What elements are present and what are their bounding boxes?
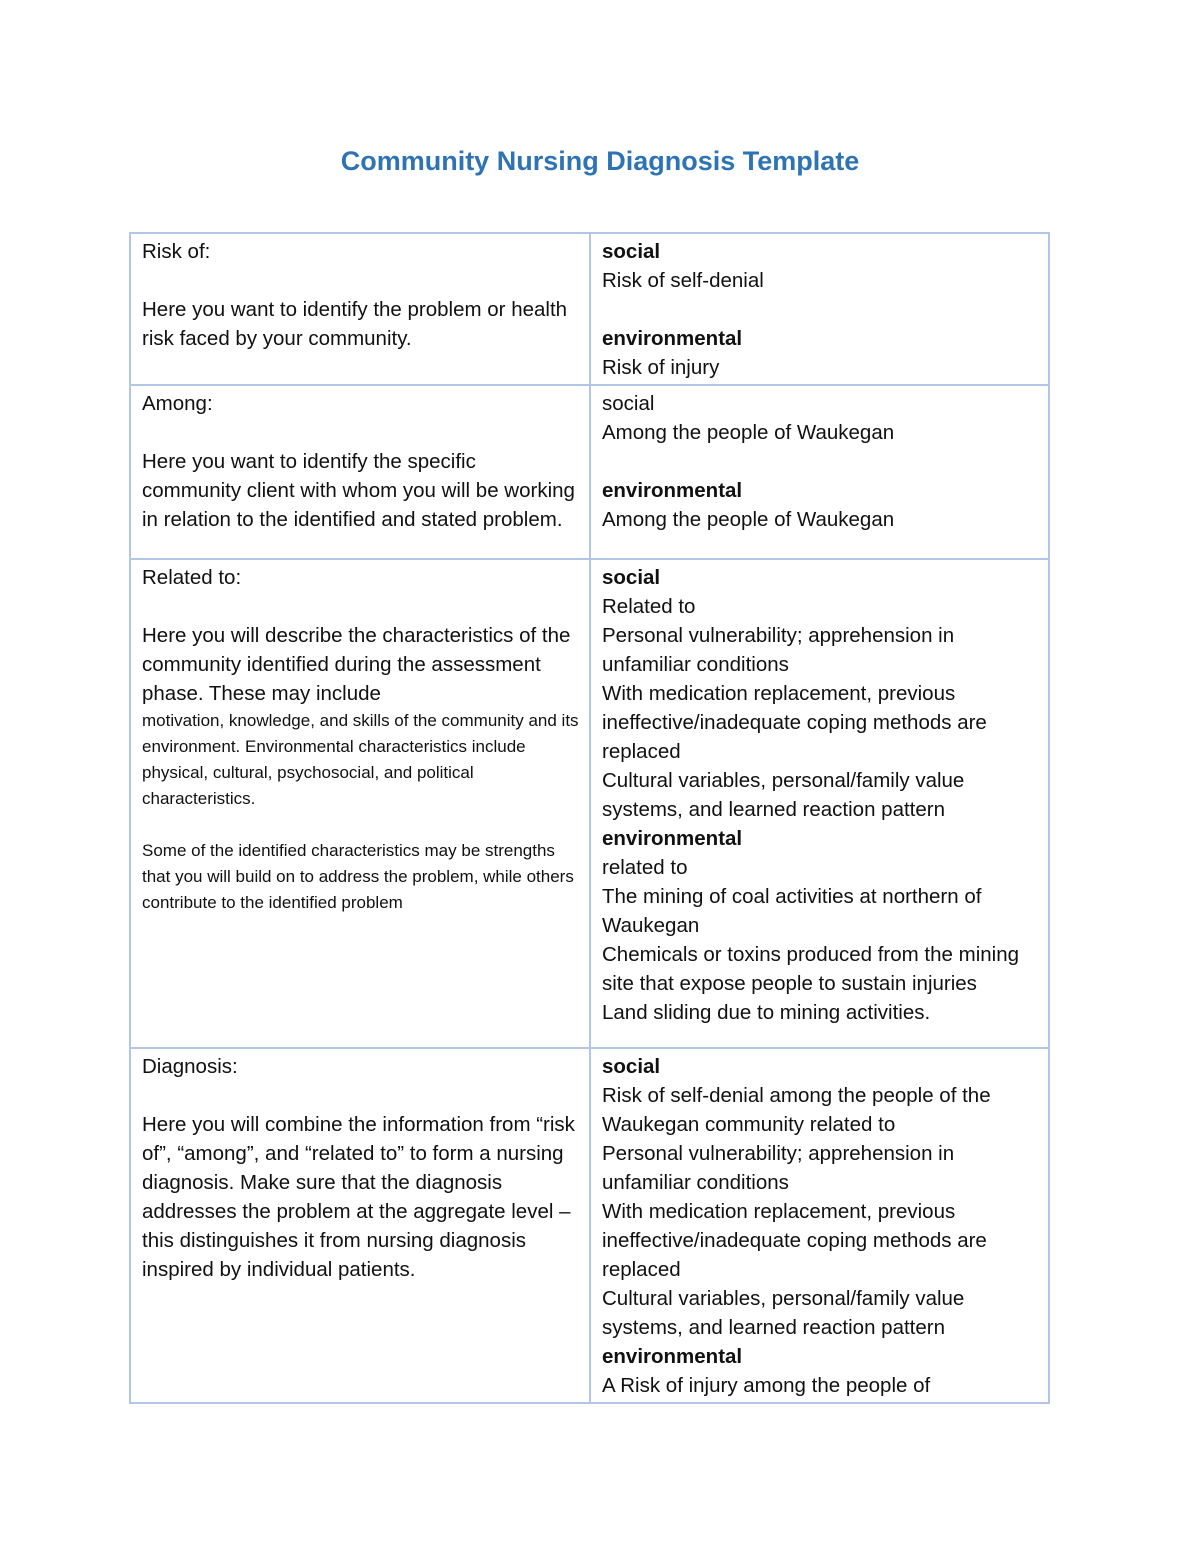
related-social-line: Personal vulnerability; apprehension in unfamiliar conditions <box>602 624 955 676</box>
among-environmental-text: Among the people of Waukegan <box>602 508 895 531</box>
related-social-line: With medication replacement, previous ineffective/inadequate coping methods are replaced <box>602 682 987 763</box>
related-environmental-line: related to <box>602 856 688 879</box>
risk-social-text: Risk of self-denial <box>602 269 764 292</box>
related-social-heading: social <box>602 566 661 589</box>
risk-of-instruction: Here you want to identify the problem or health risk faced by your community. <box>142 298 568 350</box>
among-social-text: Among the people of Waukegan <box>602 421 895 444</box>
among-instruction: Here you want to identify the specific community client with whom you will be working in relation to the identified and stated problem. <box>142 450 575 531</box>
among-environmental-heading: environmental <box>602 479 743 502</box>
diagnosis-environmental-line: A Risk of injury among the people of <box>602 1374 931 1397</box>
diagnosis-environmental-heading: environmental <box>602 1345 743 1368</box>
diagnosis-social-line: Personal vulnerability; apprehension in unfamiliar conditions <box>602 1142 955 1194</box>
diagnosis-social-line: Cultural variables, personal/family value systems, and learned reaction pattern <box>602 1287 965 1339</box>
diagnosis-social-line: With medication replacement, previous ineffective/inadequate coping methods are replaced <box>602 1200 987 1281</box>
risk-of-label: Risk of: <box>142 240 211 263</box>
related-to-instruction: Here you will describe the characteristics of the community identified during the assessment phase. These may include <box>142 624 571 705</box>
table-row-risk-of <box>130 233 1049 385</box>
related-environmental-heading: environmental <box>602 827 743 850</box>
diagnosis-template-table <box>129 232 1050 1404</box>
related-social-line: Related to <box>602 595 696 618</box>
among-social-heading: social <box>602 392 655 415</box>
among-answer-cell <box>590 385 1049 559</box>
diagnosis-answer-cell <box>590 1048 1049 1403</box>
related-to-instruction-note: Some of the identified characteristics may be strengths that you will build on to address the problem, while others contribute to the identified problem <box>142 841 574 912</box>
related-to-answer-cell <box>590 559 1049 1048</box>
risk-of-prompt-cell <box>130 233 590 385</box>
related-environmental-line: Chemicals or toxins produced from the mining site that expose people to sustain injuries <box>602 943 1020 995</box>
related-environmental-line: The mining of coal activities at northern of Waukegan <box>602 885 982 937</box>
table-row-among <box>130 385 1049 559</box>
among-label: Among: <box>142 392 213 415</box>
risk-of-answer-cell <box>590 233 1049 385</box>
diagnosis-label: Diagnosis: <box>142 1055 238 1078</box>
related-to-prompt-cell <box>130 559 590 1048</box>
among-prompt-cell <box>130 385 590 559</box>
diagnosis-instruction: Here you will combine the information from “risk of”, “among”, and “related to” to form a nursing diagnosis. Make sure that the diagnosis addresses the problem at the aggregate level – this distinguishes it from nursing diagnosis inspired by individual patients. <box>142 1113 575 1281</box>
diagnosis-social-line: Risk of self-denial among the people of the Waukegan community related to <box>602 1084 991 1136</box>
related-to-label: Related to: <box>142 566 242 589</box>
related-to-instruction-detail: motivation, knowledge, and skills of the community and its environment. Environmental characteristics include physical, cultural, psychosocial, and political characteristics. <box>142 711 579 808</box>
related-environmental-line: Land sliding due to mining activities. <box>602 1001 931 1024</box>
risk-environmental-heading: environmental <box>602 327 743 350</box>
diagnosis-social-heading: social <box>602 1055 661 1078</box>
risk-social-heading: social <box>602 240 661 263</box>
table-row-related-to <box>130 559 1049 1048</box>
diagnosis-prompt-cell <box>130 1048 590 1403</box>
related-social-line: Cultural variables, personal/family value systems, and learned reaction pattern <box>602 769 965 821</box>
page-title: Community Nursing Diagnosis Template <box>340 146 860 176</box>
risk-environmental-text: Risk of injury <box>602 356 720 379</box>
table-row-diagnosis <box>130 1048 1049 1403</box>
